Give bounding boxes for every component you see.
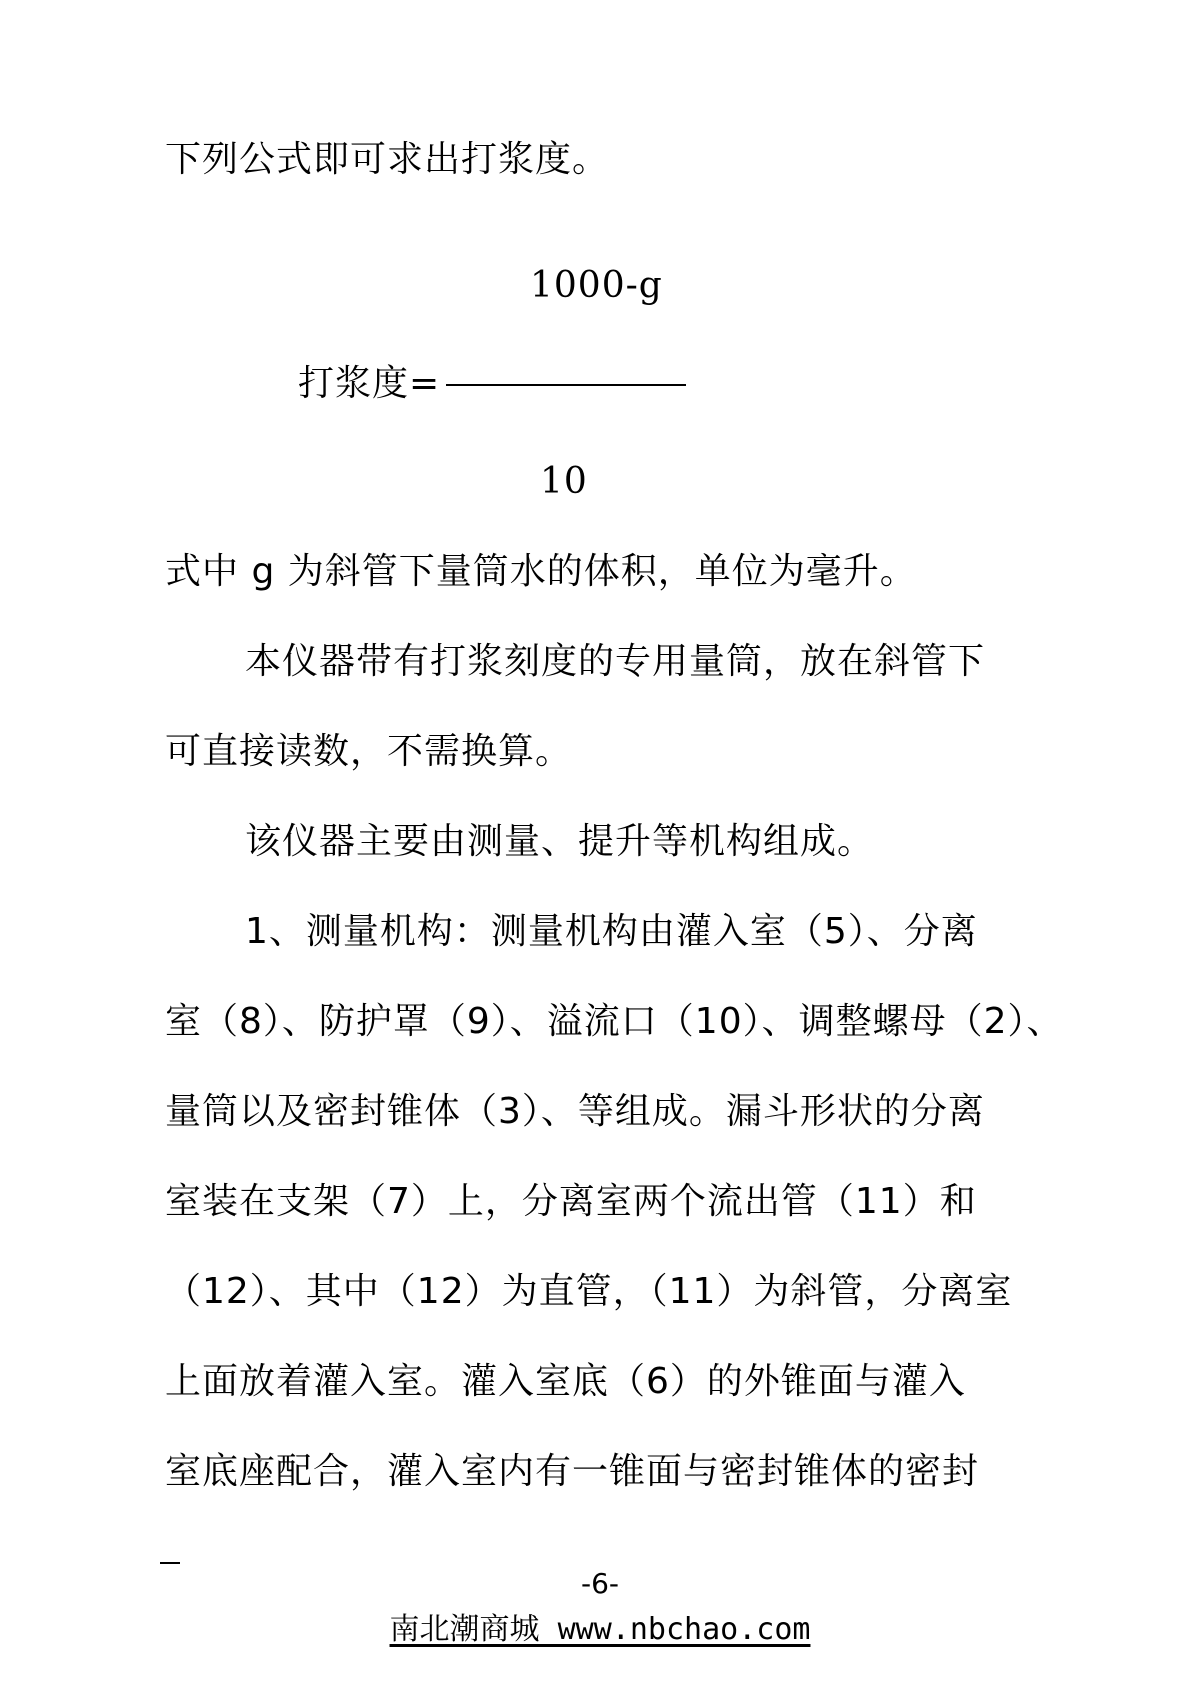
paragraph-first-line: 本仪器带有打浆刻度的专用量筒，放在斜管下	[245, 641, 986, 682]
page-number: -6-	[580, 1567, 620, 1600]
formula-numerator: 1000-g	[530, 265, 663, 306]
paragraph-first-line: 1、测量机构：测量机构由灌入室（5）、分离	[245, 911, 978, 952]
continuation-dash	[160, 1562, 180, 1564]
formula-label: 打浆度=	[298, 363, 441, 404]
footer-text[interactable]: 南北潮商城 www.nbchao.com	[389, 1612, 811, 1647]
formula-lhs	[298, 362, 686, 406]
text-line: 室底座配合，灌入室内有一锥面与密封锥体的密封	[165, 1451, 980, 1492]
text-line: 量筒以及密封锥体（3）、等组成。漏斗形状的分离	[165, 1091, 985, 1132]
text-line: （12）、其中（12）为直管，（11）为斜管，分离室	[165, 1271, 1013, 1312]
text-line: 室装在支架（7）上，分离室两个流出管（11）和	[165, 1181, 977, 1222]
text-line: 下列公式即可求出打浆度。	[165, 139, 610, 180]
text-line: 可直接读数，不需换算。	[165, 731, 573, 772]
text-line: 式中 g 为斜管下量筒水的体积，单位为毫升。	[165, 551, 917, 592]
text-line: 室（8）、防护罩（9）、溢流口（10）、调整螺母（2）、	[165, 1001, 1064, 1042]
footer-link[interactable]	[0, 1610, 1200, 1650]
fraction-bar	[446, 384, 686, 386]
paragraph-first-line: 该仪器主要由测量、提升等机构组成。	[245, 821, 875, 862]
formula-denominator: 10	[540, 461, 588, 502]
text-line: 上面放着灌入室。灌入室底（6）的外锥面与灌入	[165, 1361, 966, 1402]
